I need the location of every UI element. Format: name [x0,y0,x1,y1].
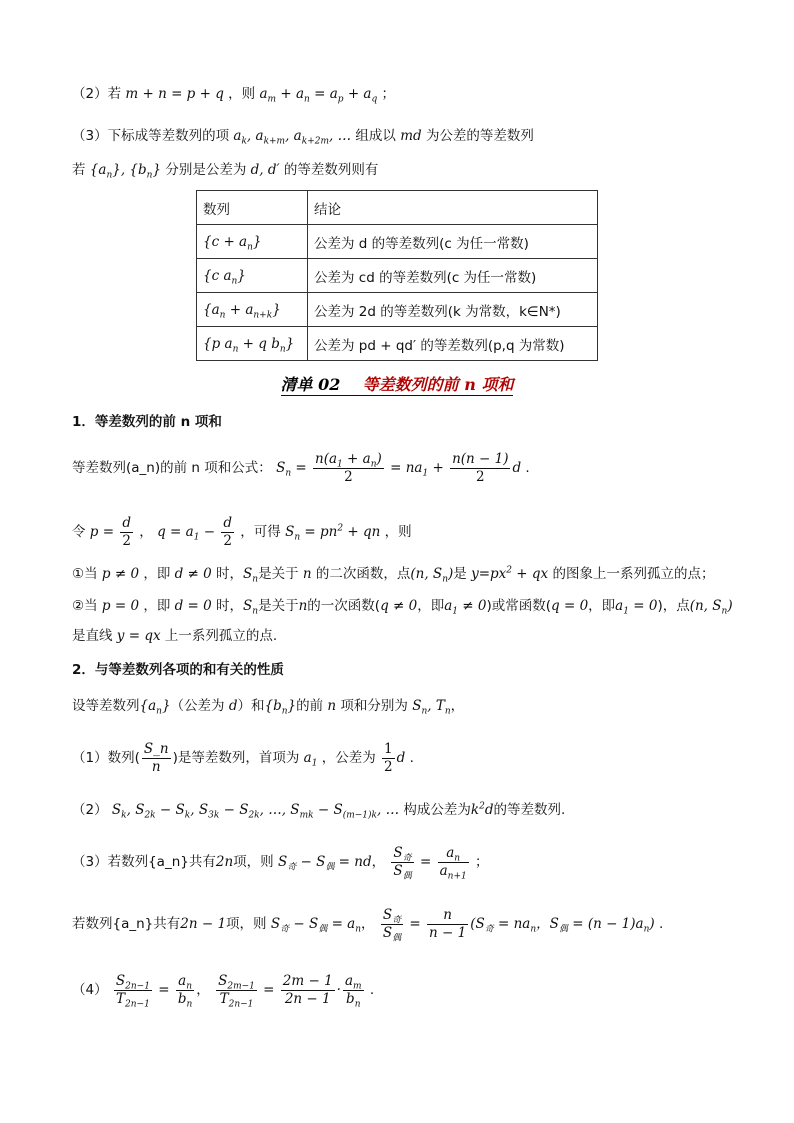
case-1-condition-2: d ≠ 0 [174,566,212,582]
property-s1-end: . [409,750,414,766]
case-1-ie: ，即 [143,566,171,582]
property-s1-prefix: （1）数列( [72,750,140,766]
property-s4-expr-1: $\frac{S_{2n-1}}{T_{2n-1}}$ = $\frac{a_n}{b_n}$ [115,973,193,1010]
sn-over-n-fraction: $\frac{S\_n}{n}$ [143,740,169,775]
property-2-result: $a_m + a_n = a_p + a_q$ [259,86,378,105]
subsection-2-title: 2．与等差数列各项的和有关的性质 [72,662,284,678]
case-2-prefix: ②当 [72,598,98,614]
section-title-text: 等差数列的前 n 项和 [362,375,514,394]
property-s4-line: （4） $\frac{S_{2n-1}}{T_{2n-1}}$ = $\frac{a_n}{b_n}$ ， $\frac{S_{2m-1}}{T_{2n-1}}$ = $\frac{2m - 1}{2n - 1}$ · $\frac{a_m}{b_n}$ . [72,973,375,1010]
case-2-line-equation: y = qx [116,628,161,644]
property-3-line [72,126,534,146]
case-1-condition: p ≠ 0 [101,566,140,582]
property-3-terms: $a_k$, $a_{k+m}$, $a_{k+2m}$, … [233,128,352,147]
property-2-line [72,84,395,104]
case-1-prefix: ①当 [72,566,98,582]
if-prefix: 若 [72,162,86,178]
property-s2-prefix: （2） [72,802,108,818]
property-s3-end: ； [475,854,489,870]
let-prefix: 令 [72,524,86,540]
subsection-1-title: 1．等差数列的前 n 项和 [72,414,222,430]
if-sequences: $\{a_n\}$, $\{b_n\}$ [89,162,162,181]
property-s1-line [72,738,414,778]
property-3-md: md [400,128,422,144]
sum-formula: $S_n$ = $\frac{n(a_1 + a_n)}{2}$ = $na_1$ + $\frac{n(n - 1)}{2}$ d [276,451,526,485]
table-cell-conclusion: 公差为 pd + qd′ 的等差数列(p,q 为常数) [308,327,598,361]
if-differences: d, d′ [250,162,280,178]
let-p: p = $\frac{d}{2}$ [89,515,131,549]
property-2-then: ，则 [228,86,256,102]
property-2-end: ； [381,86,396,102]
property-s3b-mid: 项，则 [226,916,267,932]
if-mid: 分别是公差为 [165,162,247,178]
table-cell-sequence: $\{c + a_n\}$ [197,225,308,259]
property-s3b-prefix: 若数列{a_n}共有 [72,916,181,932]
case-2-line-end: 上一系列孤立的点. [164,628,278,644]
case-2-ie: ，即 [143,598,171,614]
property-s4-expr-2: $\frac{S_{2m-1}}{T_{2n-1}}$ = $\frac{2m - 1}{2n - 1}$ · $\frac{a_m}{b_n}$ [218,973,362,1010]
setup-line: 设等差数列$\{a_n\}$（公差为 d）和$\{b_n\}$的前 n 项和分别为 $S_n$, $T_n$， [72,698,465,717]
property-3-prefix: （3）下标成等差数列的项 [72,128,230,144]
property-s3-mid: 项，则 [233,854,274,870]
table-cell-conclusion: 公差为 2d 的等差数列(k 为常数，k∈N*) [308,293,598,327]
property-s2-end: 的等差数列. [493,802,566,818]
property-s2-line [72,800,565,820]
section-title [0,372,794,395]
property-3-end: 为公差的等差数列 [425,128,534,144]
let-sum: $S_n = pn^2$ + qn [285,523,381,543]
property-s2-expression: $S_k$, $S_{2k} - S_k$, $S_{3k} - S_{2k}$, …, $S_{mk} - S_{(m-1)k}$, … [111,802,400,821]
table-header-sequence: 数列 [197,191,308,225]
case-1-line [72,564,714,584]
property-s3b-result: $S_奇 - S_偶 = a_n$ [270,916,362,935]
property-s3b-ratio: $\frac{S_奇}{S_偶}$ = $\frac{n}{n - 1}$ [382,907,467,944]
table-header-row [197,191,598,225]
if-end: 的等差数列则有 [283,162,379,178]
property-s1-mid: )是等差数列，首项为 [172,750,300,766]
sum-formula-prefix: 等差数列(a_n)的前 n 项和公式： [72,460,272,476]
table-cell-sequence: {c $a_n$} [197,259,308,293]
property-s3-prefix: （3）若数列{a_n}共有 [72,854,216,870]
case-2-continuation [72,626,277,646]
table-cell-conclusion: 公差为 cd 的等差数列(c 为任一常数) [308,259,598,293]
let-end: ，则 [384,524,412,540]
table-row [197,225,598,259]
property-s1-difference: $\frac{1}{2}$ d [384,741,406,775]
property-s4-end: . [369,982,375,998]
case-2-rest: 时，$S_n$是关于n的一次函数(q ≠ 0，即$a_1 \ne 0$)或常函数(q = 0，即$a_1 = 0$)，点(n, $S_n$) [216,598,733,617]
table-header-conclusion: 结论 [308,191,598,225]
case-2-line [72,596,733,616]
property-s3b-end: . [658,916,664,932]
sequence-conclusion-table [196,190,598,361]
case-1-rest: 时，$S_n$是关于 n 的二次函数，点(n, $S_n$)是 $y=px^2$ + qx 的图象上一系列孤立的点； [216,565,715,585]
property-2-prefix: （2）若 [72,86,122,102]
table-cell-sequence: {p $a_n + q$ $b_n$} [197,327,308,361]
case-2-line-prefix: 是直线 [72,628,113,644]
property-s4-prefix: （4） [72,982,108,998]
case-2-condition: p = 0 [101,598,140,614]
property-s1-diff-label: ，公差为 [321,750,376,766]
property-s2-difference: $k^2d$ [470,801,494,818]
table-row [197,259,598,293]
table-row [197,293,598,327]
table-cell-conclusion: 公差为 d 的等差数列(c 为任一常数) [308,225,598,259]
property-s1-first-term: $a_1$ [303,750,318,769]
sum-formula-line: 等差数列(a_n)的前 n 项和公式： $S_n$ = $\frac{n(a_1 + a_n)}{2}$ = $na_1$ + $\frac{n(n - 1)}{2}$ d . [72,451,530,485]
property-s3b-paren: ($S_奇 = na_n$，$S_偶 = (n - 1)a_n$) [470,916,655,935]
property-s3b-count: 2n − 1 [180,916,227,932]
property-s3b-line: 若数列{a_n}共有2n − 1项，则 $S_奇 - S_偶 = a_n$， $\frac{S_奇}{S_偶}$ = $\frac{n}{n - 1}$ ($S_奇 = na_n$，$S_偶 = (n - 1)a_n$) . [72,907,664,944]
two-sequences-line [72,160,378,180]
table-cell-sequence: $\{a_n + a_{n+k}\}$ [197,293,308,327]
property-3-mid: 组成以 [355,128,396,144]
section-title-number: 清单 02 [280,375,341,394]
property-s3-ratio: $\frac{S_奇}{S_偶}$ = $\frac{a_n}{a_{n+1}}$ [393,845,467,882]
case-2-condition-2: d = 0 [174,598,212,614]
property-s2-mid: 构成公差为 [403,802,471,818]
property-s3-result: $S_奇 - S_偶$ = nd [277,854,372,873]
let-pq-line: 令 p = $\frac{d}{2}$ ， $q = a_1$ − $\frac{d}{2}$ ，可得 $S_n = pn^2$ + qn ，则 [72,515,412,549]
let-mid: ，可得 [240,524,281,540]
property-s3-count: 2n [215,854,234,870]
property-s3-line: （3）若数列{a_n}共有2n项，则 $S_奇 - S_偶$ = nd， $\frac{S_奇}{S_偶}$ = $\frac{a_n}{a_{n+1}}$ ； [72,845,489,882]
table-row [197,327,598,361]
property-2-condition: m + n = p + q [125,86,224,102]
let-q: $q = a_1$ − $\frac{d}{2}$ [157,515,232,549]
